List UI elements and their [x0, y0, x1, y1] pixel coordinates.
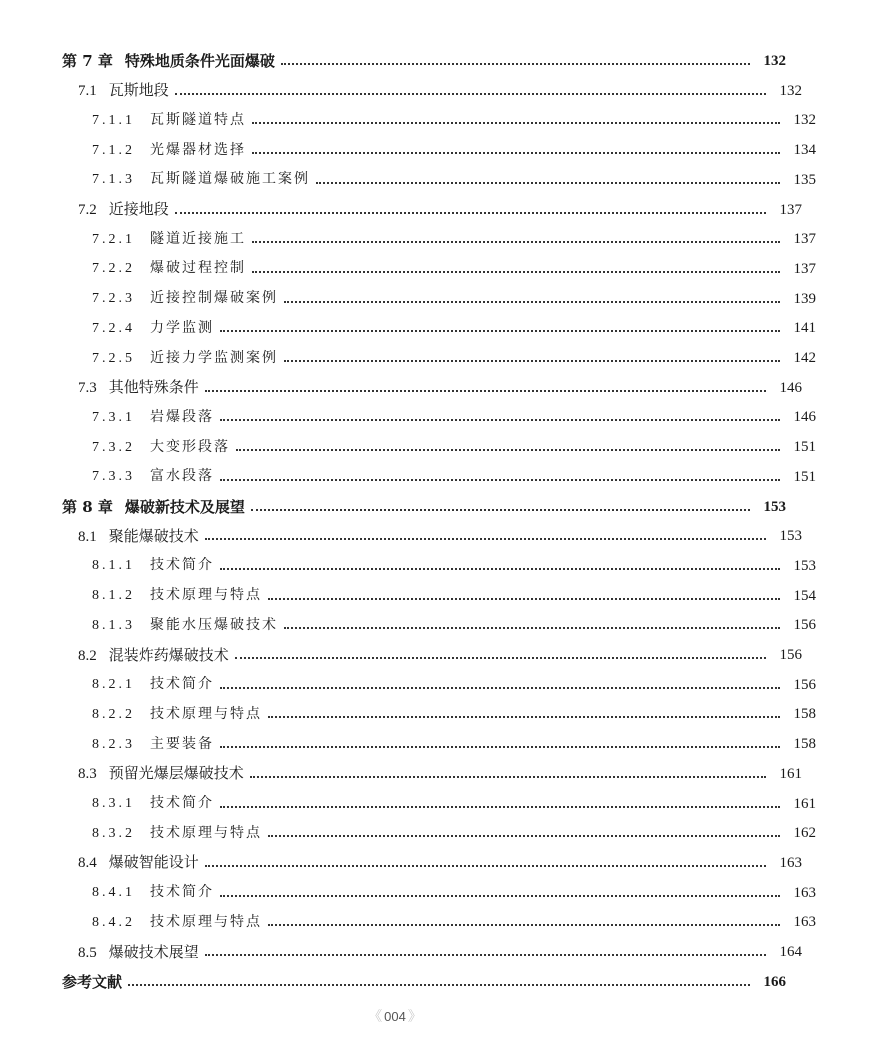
- toc-entry[interactable]: [0, 700, 882, 728]
- toc-entry[interactable]: [0, 760, 868, 788]
- toc-entry-title: 力学监测: [150, 319, 214, 336]
- toc-entry-heading: [92, 225, 246, 254]
- toc-entry-number: 8.4: [78, 855, 97, 872]
- toc-entry-number: 7.2.4: [92, 320, 135, 336]
- toc-entry-number: 7.2.1: [92, 231, 135, 247]
- toc-entry[interactable]: [0, 463, 882, 491]
- dot-leader: [205, 538, 766, 540]
- dot-leader: [205, 865, 766, 867]
- toc-entry-number: 8.4.1: [92, 885, 135, 901]
- toc-entry-number: 7.3: [78, 380, 97, 397]
- toc-entry-number: 8.3.1: [92, 796, 135, 811]
- dot-leader: [316, 182, 780, 184]
- dot-leader: [252, 152, 780, 154]
- toc-entry[interactable]: [0, 225, 882, 253]
- toc-entry[interactable]: [0, 166, 882, 194]
- toc-entry-page: 137: [793, 231, 816, 248]
- dot-leader: [220, 330, 780, 332]
- toc-entry-number: 7.3.2: [92, 439, 135, 455]
- page-footer: [0, 1006, 790, 1026]
- toc-entry-number: 7.2.3: [92, 291, 135, 307]
- toc-entry-heading: [62, 47, 275, 75]
- toc-entry[interactable]: [0, 641, 868, 669]
- toc-entry-heading: [92, 136, 246, 165]
- toc-entry-number: 7.1.2: [92, 142, 135, 158]
- toc-entry-page: 142: [793, 350, 816, 366]
- toc-entry-heading: [62, 493, 245, 521]
- toc-entry-heading: [92, 908, 262, 937]
- dot-leader: [205, 390, 766, 392]
- toc-entry-heading: [92, 314, 214, 343]
- toc-entry-page: 153: [779, 528, 802, 545]
- toc-entry-number: 8.2: [78, 647, 97, 664]
- toc-entry[interactable]: [0, 493, 852, 521]
- toc-entry-title: 预留光爆层爆破技术: [108, 764, 244, 783]
- toc-entry-title: 近接力学监测案例: [150, 349, 278, 366]
- toc-entry-heading: [92, 403, 214, 432]
- toc-entry-title: 瓦斯隧道爆破施工案例: [150, 171, 310, 188]
- toc-entry-title: 特殊地质条件光面爆破: [124, 52, 275, 70]
- toc-entry-page: 163: [793, 884, 816, 901]
- dot-leader: [268, 924, 780, 926]
- toc-entry-heading: [62, 968, 122, 996]
- toc-entry-page: 151: [793, 439, 816, 456]
- dot-leader: [220, 479, 780, 481]
- toc-entry[interactable]: [0, 106, 882, 134]
- toc-entry-page: 132: [763, 53, 786, 69]
- dot-leader: [220, 895, 780, 897]
- toc-entry-title: 隧道近接施工: [150, 230, 246, 247]
- toc-entry-page: 146: [793, 409, 816, 426]
- toc-entry[interactable]: [0, 730, 882, 758]
- toc-entry-heading: [92, 254, 246, 283]
- dot-leader: [268, 598, 780, 600]
- toc-entry-number: 8.4.2: [92, 914, 135, 930]
- toc-entry-number: 8.1.1: [92, 558, 135, 574]
- dot-leader: [284, 627, 780, 629]
- toc-entry-title: 爆破新技术及展望: [124, 497, 245, 516]
- dot-leader: [220, 419, 780, 421]
- dot-leader: [252, 271, 780, 273]
- dot-leader: [220, 568, 780, 570]
- toc-entry-number: 8.1: [78, 528, 97, 545]
- toc-entry-number: 第 8 章: [62, 497, 113, 516]
- toc-entry-page: 137: [793, 260, 816, 277]
- toc-entry-title: 技术原理与特点: [150, 705, 262, 722]
- toc-entry[interactable]: [0, 908, 882, 936]
- toc-entry-title: 主要装备: [150, 735, 214, 752]
- toc-entry-number: 8.1.3: [92, 617, 135, 633]
- dot-leader: [220, 746, 780, 748]
- toc-entry-heading: [92, 581, 262, 610]
- toc-entry-page: 161: [779, 765, 802, 782]
- toc-entry-number: 7.2.5: [92, 350, 135, 366]
- toc-entry-number: 7.3.3: [92, 469, 135, 485]
- toc-entry-title: 近接控制爆破案例: [150, 290, 278, 307]
- toc-entry-heading: [92, 344, 278, 373]
- dot-leader: [251, 509, 750, 511]
- toc-entry-title: 爆破过程控制: [150, 260, 246, 277]
- toc-entry-heading: [92, 284, 278, 313]
- toc-entry[interactable]: [0, 671, 882, 699]
- toc-entry-title: 技术简介: [150, 884, 214, 901]
- toc-entry[interactable]: [0, 938, 868, 966]
- toc-entry-heading: [92, 789, 214, 818]
- toc-entry[interactable]: [0, 374, 868, 402]
- toc-entry[interactable]: [0, 968, 852, 996]
- toc-entry[interactable]: [0, 314, 882, 342]
- dot-leader: [220, 687, 780, 689]
- toc-entry-heading: [92, 433, 230, 462]
- toc-entry-number: 8.1.2: [92, 588, 135, 604]
- toc-entry[interactable]: [0, 849, 868, 877]
- toc-entry-number: 8.2.1: [92, 677, 135, 693]
- dot-leader: [250, 776, 766, 778]
- toc-entry-page: 154: [793, 587, 816, 604]
- toc-entry-title: 聚能爆破技术: [108, 526, 199, 545]
- toc-entry[interactable]: [0, 255, 882, 283]
- dot-leader: [235, 657, 766, 659]
- toc-entry[interactable]: [0, 136, 882, 164]
- toc-entry-number: 8.2.3: [92, 736, 135, 752]
- toc-entry-page: 158: [793, 736, 816, 753]
- toc-entry-title: 爆破智能设计: [108, 853, 199, 872]
- toc-entry-page: 166: [763, 973, 786, 990]
- toc-entry-page: 132: [793, 112, 816, 129]
- toc-entry-page: 146: [779, 379, 802, 396]
- toc-entry-title: 技术原理与特点: [150, 913, 262, 930]
- toc-entry-page: 164: [779, 944, 802, 960]
- toc-entry[interactable]: [0, 790, 882, 818]
- toc-entry-page: 139: [793, 290, 816, 307]
- toc-entry-heading: [92, 730, 214, 759]
- toc-entry-heading: [78, 848, 199, 877]
- toc-entry-heading: [78, 373, 199, 402]
- toc-entry[interactable]: [0, 77, 868, 105]
- toc-entry-page: 158: [793, 706, 816, 723]
- toc-entry-page: 161: [793, 795, 816, 812]
- toc-entry-title: 瓦斯隧道特点: [150, 111, 246, 128]
- toc-entry-heading: [92, 551, 214, 580]
- toc-entry-title: 岩爆段落: [150, 408, 214, 425]
- toc-entry-number: 8.5: [78, 944, 97, 961]
- toc-entry[interactable]: [0, 552, 882, 580]
- toc-entry-heading: [92, 700, 262, 729]
- dot-leader: [220, 806, 780, 808]
- dot-leader: [284, 360, 780, 362]
- toc-entry-title: 技术原理与特点: [150, 824, 262, 841]
- toc-entry-page: 134: [793, 142, 816, 159]
- dot-leader: [175, 93, 766, 95]
- toc-entry-heading: [92, 670, 214, 699]
- toc-entry-heading: [78, 522, 199, 551]
- toc-entry-number: 7.1.3: [92, 172, 135, 188]
- toc-entry[interactable]: [0, 344, 882, 372]
- toc-entry-heading: [92, 462, 214, 491]
- toc-entry-title: 技术原理与特点: [150, 587, 262, 604]
- toc-entry-page: 151: [793, 468, 816, 485]
- toc-entry-number: 8.3.2: [92, 825, 135, 841]
- toc-entry-page: 141: [793, 320, 816, 337]
- toc-entry-title: 瓦斯地段: [108, 81, 169, 100]
- toc-entry-heading: [92, 878, 214, 907]
- dot-leader: [236, 449, 780, 451]
- dot-leader: [205, 954, 766, 956]
- dot-leader: [268, 835, 780, 837]
- toc-entry-page: 163: [793, 914, 816, 931]
- toc-entry-number: 8.3: [78, 766, 97, 783]
- ornament-right-icon: 》: [407, 1008, 422, 1024]
- toc-entry-number: 7.2.2: [92, 261, 135, 277]
- toc-entry-number: 8.2.2: [92, 706, 135, 722]
- toc-entry-title: 其他特殊条件: [108, 378, 199, 397]
- toc-entry-page: 156: [793, 676, 816, 693]
- toc-entry-number: 7.3.1: [92, 409, 135, 425]
- toc-entry-page: 163: [779, 854, 802, 871]
- toc-entry-title: 光爆器材选择: [150, 141, 246, 158]
- toc-entry[interactable]: [0, 196, 868, 224]
- toc-entry[interactable]: [0, 47, 852, 75]
- dot-leader: [252, 122, 780, 124]
- toc-entry-page: 135: [793, 171, 816, 188]
- toc-entry-page: 156: [779, 647, 802, 663]
- toc-entry-number: 7.2: [78, 202, 97, 218]
- toc-entry[interactable]: [0, 433, 882, 461]
- toc-entry-page: 162: [793, 825, 816, 842]
- toc-entry-title: 近接地段: [108, 200, 169, 218]
- toc-entry-page: 132: [779, 82, 802, 99]
- toc-entry-page: 137: [779, 201, 802, 218]
- toc-entry-heading: [92, 165, 310, 194]
- toc-entry-number: 第 7 章: [62, 52, 113, 70]
- toc-entry-title: 大变形段落: [150, 438, 230, 455]
- toc-entry[interactable]: [0, 403, 882, 431]
- dot-leader: [268, 716, 780, 718]
- dot-leader: [281, 63, 750, 65]
- toc-entry-heading: [78, 938, 199, 967]
- toc-entry-number: 7.1.1: [92, 112, 135, 128]
- toc-entry-title: 参考文献: [62, 972, 123, 991]
- dot-leader: [252, 241, 780, 243]
- toc-entry[interactable]: [0, 879, 882, 907]
- toc-entry-page: 156: [793, 617, 816, 634]
- toc-entry-heading: [78, 759, 244, 788]
- toc-entry-title: 混装炸药爆破技术: [108, 645, 229, 664]
- toc-entry-page: 153: [763, 498, 786, 515]
- toc-entry[interactable]: [0, 611, 882, 639]
- toc-entry-heading: [92, 611, 278, 640]
- toc-entry-title: 爆破技术展望: [108, 942, 199, 961]
- toc-entry-heading: [78, 76, 169, 105]
- toc-entry[interactable]: [0, 819, 882, 847]
- toc-entry-heading: [78, 641, 229, 670]
- toc-entry[interactable]: [0, 582, 882, 610]
- toc-entry[interactable]: [0, 522, 868, 550]
- dot-leader: [175, 212, 766, 214]
- toc-entry-title: 技术简介: [150, 795, 214, 811]
- toc-entry-title: 技术简介: [150, 676, 214, 693]
- toc-entry-heading: [92, 819, 262, 848]
- toc-entry-page: 153: [793, 557, 816, 574]
- dot-leader: [284, 301, 780, 303]
- toc-entry-title: 聚能水压爆破技术: [150, 616, 278, 633]
- toc-entry-heading: [78, 195, 169, 224]
- toc-entry-title: 技术简介: [150, 557, 214, 574]
- ornament-left-icon: 《: [368, 1008, 383, 1024]
- page-number: 004: [384, 1009, 406, 1024]
- dot-leader: [128, 984, 750, 986]
- toc-entry-number: 7.1: [78, 83, 97, 100]
- toc-entry-title: 富水段落: [150, 468, 214, 485]
- toc-entry-heading: [92, 106, 246, 135]
- toc-entry[interactable]: [0, 285, 882, 313]
